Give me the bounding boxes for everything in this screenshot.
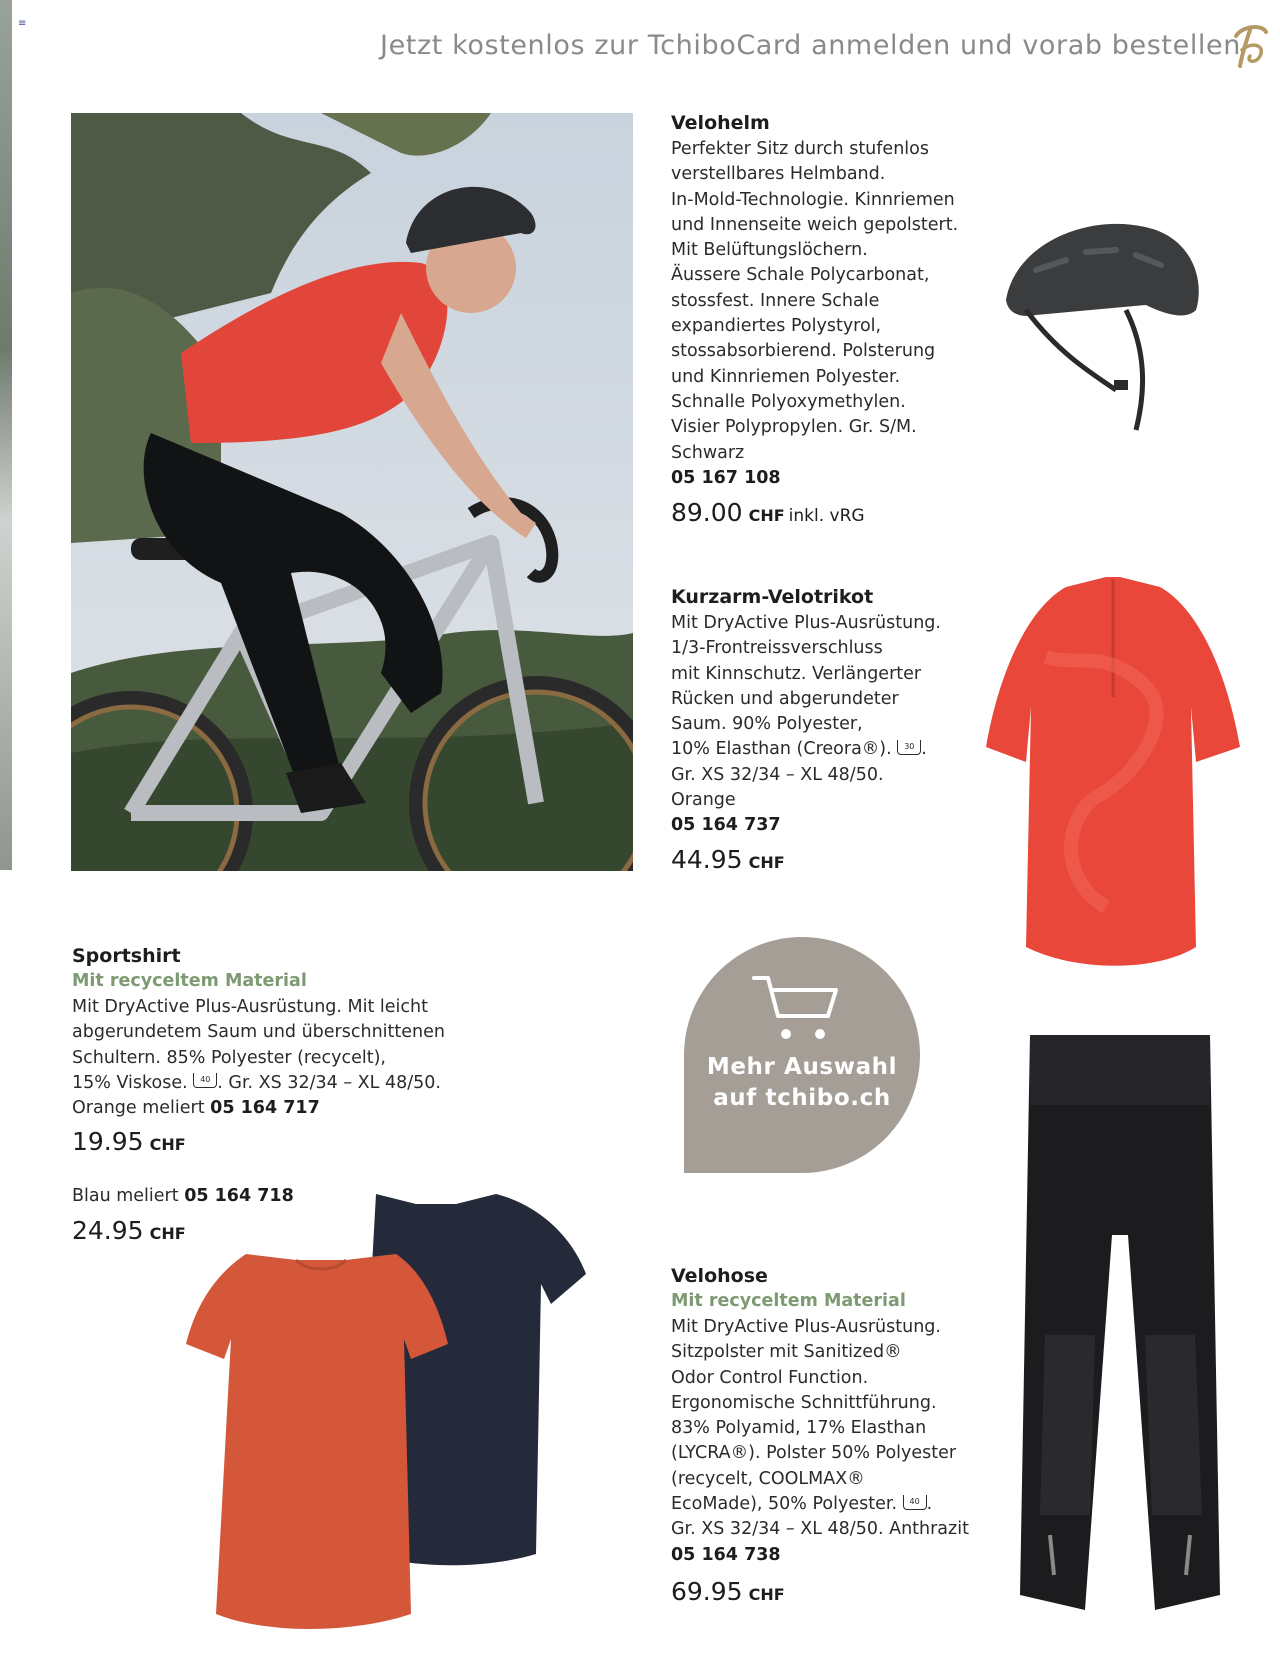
velohelm-line: Schwarz [671, 442, 745, 463]
velohose-line: (recycelt, COOLMAX® [671, 1468, 865, 1489]
velotrikot-line6-end: . [921, 739, 927, 760]
sportshirt-line4-text: 15% Viskose. [72, 1072, 188, 1093]
sportshirt-orange-price-block [72, 1127, 186, 1156]
velohelm-price: 89.00 [671, 498, 743, 527]
velohelm-currency: CHF [748, 506, 785, 525]
jersey-product-image [986, 577, 1240, 972]
corner-mark: ≡ [18, 18, 27, 29]
variant-article-number: 05 164 718 [184, 1186, 294, 1206]
hero-cyclist-photo [71, 113, 633, 871]
velohose-line: Odor Control Function. [671, 1367, 869, 1388]
variant-label: Blau meliert [72, 1186, 179, 1206]
velohose-line: Mit DryActive Plus-Ausrüstung. [671, 1317, 941, 1337]
velotrikot-line: 1/3-Frontreissverschluss [671, 638, 883, 659]
velohelm-title: Velohelm [671, 112, 770, 134]
sportshirt-variant-orange [72, 1096, 445, 1121]
page-edge-photo-strip [0, 0, 12, 870]
sportshirt-currency: CHF [149, 1135, 186, 1154]
velotrikot-line: Saum. 90% Polyester, [671, 714, 863, 735]
wash-40-icon: 40 [903, 1495, 927, 1510]
sportshirt-line: Schultern. 85% Polyester (recycelt), [72, 1047, 386, 1068]
sportshirt-orange-price: 19.95 [72, 1127, 144, 1156]
sportshirt-product-image [186, 1194, 586, 1634]
velotrikot-line: Rücken und abgerundeter [671, 688, 899, 709]
velohose-line: Sitzpolster mit Sanitized® [671, 1342, 902, 1363]
mehr-line-1: Mehr Auswahl [706, 1054, 898, 1080]
velotrikot-title: Kurzarm-Velotrikot [671, 586, 874, 608]
velohelm-line: verstellbares Helmband. [671, 164, 886, 185]
velohelm-article-number: 05 167 108 [671, 467, 781, 488]
sportshirt-blue-price: 24.95 [72, 1216, 144, 1245]
sportshirt-description [72, 995, 445, 1121]
velohose-recycled-badge: Mit recyceltem Material [671, 1291, 906, 1311]
velohelm-line: stossfest. Innere Schale [671, 290, 880, 311]
sportshirt-line4-end: . Gr. XS 32/34 – XL 48/50. [217, 1072, 441, 1093]
velohose-description [671, 1315, 969, 1568]
velohose-line: 83% Polyamid, 17% Elasthan [671, 1418, 927, 1439]
velotrikot-line: Gr. XS 32/34 – XL 48/50. [671, 764, 884, 785]
velohelm-vrg-note: inkl. vRG [788, 506, 865, 526]
velotrikot-currency: CHF [748, 853, 785, 872]
velotrikot-price: 44.95 [671, 845, 743, 874]
shopping-cart-icon [752, 974, 842, 1044]
sportshirt-recycled-badge: Mit recyceltem Material [72, 971, 307, 991]
velohose-line [671, 1492, 969, 1517]
velohelm-line: Äussere Schale Polycarbonat, [671, 265, 930, 286]
velohose-line: (LYCRA®). Polster 50% Polyester [671, 1443, 957, 1464]
velohose-line: Gr. XS 32/34 – XL 48/50. Anthrazit [671, 1519, 969, 1540]
sportshirt-line [72, 1071, 445, 1096]
sportshirt-blue-price-block [72, 1216, 186, 1245]
sportshirt-line: Mit DryActive Plus-Ausrüstung. Mit leicht [72, 997, 428, 1017]
sportshirt-line: abgerundetem Saum und überschnittenen [72, 1022, 445, 1043]
velohose-price: 69.95 [671, 1577, 743, 1606]
sportshirt-title: Sportshirt [72, 945, 181, 967]
velotrikot-article-number: 05 164 737 [671, 815, 781, 836]
velotrikot-line: mit Kinnschutz. Verlängerter [671, 663, 922, 684]
variant-article-number: 05 164 717 [210, 1098, 320, 1119]
velotrikot-line: Mit DryActive Plus-Ausrüstung. [671, 613, 941, 633]
velohelm-line: und Innenseite weich gepolstert. [671, 214, 959, 235]
velohelm-line: stossabsorbierend. Polsterung [671, 341, 936, 362]
velohose-line8-text: EcoMade), 50% Polyester. [671, 1494, 898, 1515]
velohelm-line: expandiertes Polystyrol, [671, 316, 882, 337]
velohose-article-number: 05 164 738 [671, 1544, 781, 1565]
velohelm-price-block [671, 498, 865, 527]
velohelm-line: In-Mold-Technologie. Kinnriemen [671, 189, 955, 210]
velohelm-description [671, 137, 958, 491]
velohose-currency: CHF [748, 1585, 785, 1604]
mehr-line-2: auf tchibo.ch [713, 1085, 891, 1111]
velotrikot-price-block [671, 845, 785, 874]
sportshirt-currency: CHF [149, 1224, 186, 1243]
velohelm-line: Visier Polypropylen. Gr. S/M. [671, 417, 917, 438]
velotrikot-line6-text: 10% Elasthan (Creora®). [671, 739, 892, 760]
velohose-line8-end: . [926, 1494, 933, 1515]
velohelm-line: Mit Belüftungslöchern. [671, 240, 868, 261]
header-tagline: Jetzt kostenlos zur TchiboCard anmelden und vorab bestellen [380, 30, 1241, 61]
velohelm-line: Perfekter Sitz durch stufenlos [671, 139, 929, 159]
velohelm-line: und Kinnriemen Polyester. [671, 366, 901, 387]
velotrikot-line: Orange [671, 790, 736, 811]
variant-label: Orange meliert [72, 1098, 205, 1119]
wash-40-icon: 40 [193, 1073, 217, 1088]
tchibo-logo-icon [1228, 22, 1272, 70]
velohose-title: Velohose [671, 1265, 768, 1287]
tights-product-image [1020, 1035, 1220, 1615]
velohelm-line: Schnalle Polyoxymethylen. [671, 391, 906, 412]
helmet-product-image [996, 210, 1206, 440]
velotrikot-description [671, 611, 941, 839]
velohose-line: Ergonomische Schnittführung. [671, 1392, 937, 1413]
velotrikot-line [671, 737, 941, 762]
velohose-price-block [671, 1577, 785, 1606]
wash-30-icon: 30 [897, 740, 921, 755]
mehr-auswahl-text[interactable] [684, 1052, 920, 1114]
